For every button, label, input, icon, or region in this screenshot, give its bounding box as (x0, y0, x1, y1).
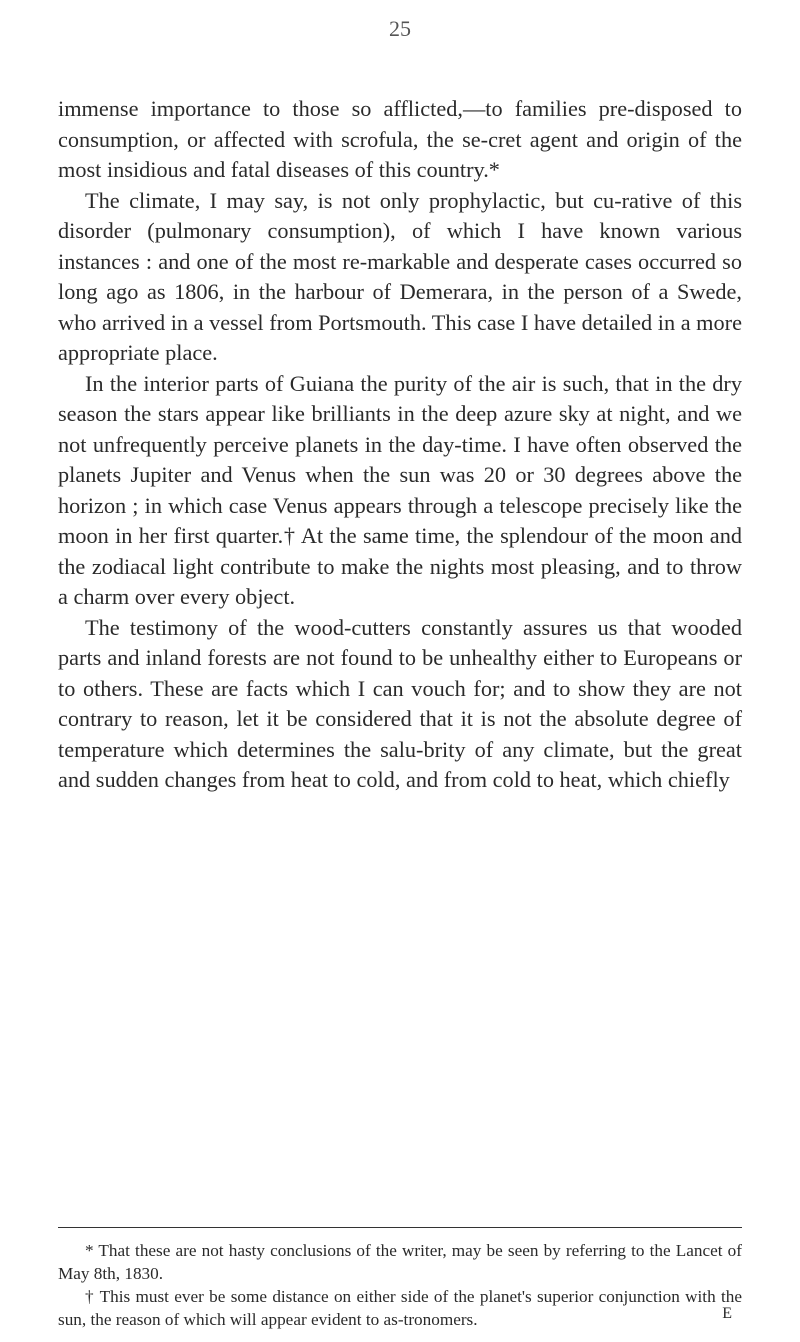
paragraph-wood-cutters: The testimony of the wood-cutters constantly assures us that wooded parts and inland forests are not found to be unhealthy either to Europeans or to others. These are facts which I can vouch for; and to show they are not contrary to reason, let it be considered that it is not the absolute degree of temperature which determines the salu-brity of any climate, but the great and sudden changes from heat to cold, and from cold to heat, which chiefly (58, 614, 742, 792)
signature-mark: E (722, 1305, 732, 1322)
footnote-asterisk: * That these are not hasty conclusions of the writer, may be seen by referring to the Lancet of May 8th, 1830. (58, 1241, 742, 1283)
footnote-dagger: † This must ever be some distance on either side of the planet's superior conjunction with the sun, the reason of which will appear evident to as-tronomers. (58, 1287, 742, 1329)
footnote-divider (58, 1227, 742, 1228)
paragraph-continued: immense importance to those so afflicted,—to families pre-disposed to consumption, or affected with scrofula, the se-cret agent and origin of the most insidious and fatal diseases of this country.* (58, 96, 742, 182)
page-number: 25 (389, 16, 411, 41)
paragraph-guiana-air: In the interior parts of Guiana the purity of the air is such, that in the dry season the stars appear like brilliants in the deep azure sky at night, and we not unfrequently perceive planets in the day-time. I have often observed the planets Jupiter and Venus when the sun was 20 or 30 degrees above the horizon ; in which case Venus appears through a telescope precisely like the moon in her first quarter.† At the same time, the splendour of the moon and the zodiacal light contribute to make the nights most pleasing, and to throw a charm over every object. (58, 370, 742, 609)
paragraph-climate: The climate, I may say, is not only prophylactic, but cu-rative of this disorder (pulmonary consumption), of which I have known various instances : and one of the most re-markable and desperate cases occurred so long ago as 1806, in the harbour of Demerara, in the person of a Swede, who arrived in a vessel from Portsmouth. This case I have detailed in a more appropriate place. (58, 187, 742, 365)
body-text (58, 94, 742, 796)
